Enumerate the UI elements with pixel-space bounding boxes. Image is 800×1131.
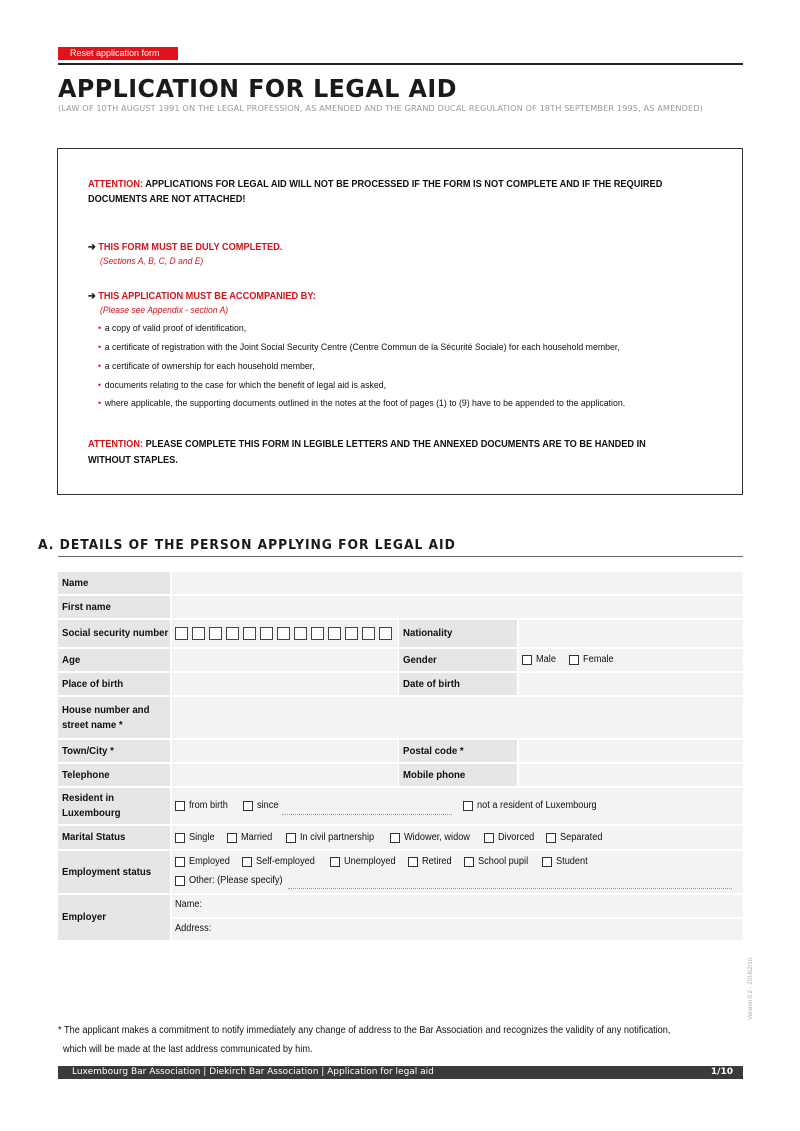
page-number: 1/10 — [710, 1067, 733, 1077]
mobile-phone-field[interactable] — [519, 764, 743, 786]
ssn-digit-box[interactable] — [311, 627, 324, 640]
ssn-digit-box[interactable] — [243, 627, 256, 640]
label-gender: Gender — [399, 649, 517, 671]
label-age: Age — [58, 649, 170, 671]
ssn-digit-box[interactable] — [328, 627, 341, 640]
ssn-digit-box[interactable] — [226, 627, 239, 640]
footer-bar — [58, 1066, 743, 1079]
employment-student-checkbox[interactable]: Student — [542, 856, 590, 867]
house-street-field[interactable] — [172, 697, 743, 738]
resident-from-birth-checkbox[interactable]: from birth — [175, 800, 231, 811]
checkbox-icon — [330, 857, 340, 867]
label-first-name: First name — [58, 596, 170, 618]
marital-widowed-checkbox[interactable]: Widower, widow — [390, 832, 476, 843]
label-postal-code: Postal code * — [399, 740, 517, 762]
accompany-heading: ➔ THIS APPLICATION MUST BE ACCOMPANIED BY: — [88, 291, 316, 302]
checkbox-icon — [243, 801, 253, 811]
notice-box — [57, 148, 743, 495]
footnote-continued: which will be made at the last address communicated by him. — [63, 1044, 313, 1055]
employment-retired-checkbox[interactable]: Retired — [408, 856, 454, 867]
attention-notice-1 — [88, 177, 662, 192]
complete-heading: ➔ THIS FORM MUST BE DULY COMPLETED. — [88, 242, 283, 253]
marital-single-checkbox[interactable]: Single — [175, 832, 217, 843]
ssn-digit-box[interactable] — [277, 627, 290, 640]
employer-name-field[interactable] — [172, 895, 743, 917]
accompany-note: (Please see Appendix - section A) — [100, 305, 229, 316]
page-title: APPLICATION FOR LEGAL AID — [58, 74, 457, 103]
place-of-birth-field[interactable] — [172, 673, 398, 695]
attention-text: APPLICATIONS FOR LEGAL AID WILL NOT BE PROCESSED IF THE FORM IS NOT COMPLETE AND IF THE REQUIRED — [145, 179, 663, 190]
gender-female-checkbox[interactable]: Female — [569, 654, 616, 665]
attention-notice-2 — [88, 437, 646, 452]
checkbox-icon — [463, 801, 473, 811]
employment-unemployed-checkbox[interactable]: Unemployed — [330, 856, 400, 867]
checkbox-icon — [484, 833, 494, 843]
resident-since-checkbox[interactable]: since — [243, 800, 280, 811]
ssn-digit-box[interactable] — [345, 627, 358, 640]
section-divider — [58, 556, 743, 557]
footnote: * The applicant makes a commitment to notify immediately any change of address to the Bar Association and recognizes the validity of any notification, — [58, 1025, 671, 1036]
age-field[interactable] — [172, 649, 398, 671]
marital-civil-partnership-checkbox[interactable]: In civil partnership — [286, 832, 381, 843]
checkbox-icon — [390, 833, 400, 843]
checkbox-icon — [242, 857, 252, 867]
employment-other-input[interactable] — [288, 888, 732, 889]
top-divider — [58, 63, 743, 65]
telephone-field[interactable] — [172, 764, 398, 786]
label-mobile-phone: Mobile phone — [399, 764, 517, 786]
employer-address-label: Address: — [175, 923, 212, 934]
checkbox-icon — [175, 857, 185, 867]
first-name-field[interactable] — [172, 596, 743, 618]
label-marital-status: Marital Status — [58, 826, 170, 849]
employment-self-employed-checkbox[interactable]: Self-employed — [242, 856, 320, 867]
requirement-item: • where applicable, the supporting documents outlined in the notes at the foot of pages (1) to (9) have to be appended to the application. — [98, 398, 625, 409]
checkbox-icon — [175, 801, 185, 811]
marital-divorced-checkbox[interactable]: Divorced — [484, 832, 537, 843]
ssn-digit-box[interactable] — [260, 627, 273, 640]
checkbox-icon — [175, 833, 185, 843]
complete-note: (Sections A, B, C, D and E) — [100, 256, 204, 267]
label-place-of-birth: Place of birth — [58, 673, 170, 695]
label-nationality: Nationality — [399, 620, 517, 647]
requirement-item: • a certificate of registration with the Joint Social Security Centre (Centre Commun de la Sécurité Sociale) for each household member, — [98, 342, 620, 353]
checkbox-icon — [175, 876, 185, 886]
label-resident: Resident in Luxembourg — [58, 788, 170, 824]
label-telephone: Telephone — [58, 764, 170, 786]
ssn-digit-box[interactable] — [294, 627, 307, 640]
not-resident-checkbox[interactable]: not a resident of Luxembourg — [463, 800, 607, 811]
label-date-of-birth: Date of birth — [399, 673, 517, 695]
attention-label: ATTENTION: — [88, 439, 144, 450]
page-subtitle: (LAW OF 10TH AUGUST 1991 ON THE LEGAL PROFESSION, AS AMENDED AND THE GRAND DUCAL REGULATION OF 18TH SEPTEMBER 1995, AS AMENDED) — [58, 103, 703, 113]
attention-text-line2: DOCUMENTS ARE NOT ATTACHED! — [88, 194, 246, 205]
attention-label: ATTENTION: — [88, 179, 144, 190]
requirement-item: • documents relating to the case for which the benefit of legal aid is asked, — [98, 380, 386, 391]
attention-text-line2: WITHOUT STAPLES. — [88, 455, 178, 466]
date-of-birth-field[interactable] — [519, 673, 743, 695]
ssn-digit-box[interactable] — [362, 627, 375, 640]
requirement-item: • a copy of valid proof of identification, — [98, 323, 246, 334]
checkbox-icon — [286, 833, 296, 843]
requirement-item: • a certificate of ownership for each household member, — [98, 361, 315, 372]
town-field[interactable] — [172, 740, 398, 762]
gender-male-checkbox[interactable]: Male — [522, 654, 558, 665]
checkbox-icon — [542, 857, 552, 867]
label-ssn: Social security number — [58, 620, 170, 647]
attention-text: PLEASE COMPLETE THIS FORM IN LEGIBLE LETTERS AND THE ANNEXED DOCUMENTS ARE TO BE HANDED IN — [145, 439, 646, 450]
footer-text: Luxembourg Bar Association | Diekirch Bar Association | Application for legal aid — [72, 1067, 434, 1077]
marital-separated-checkbox[interactable]: Separated — [546, 832, 606, 843]
version-label: Version 0.2 - 2016/2/10 — [748, 957, 754, 1020]
label-name: Name — [58, 572, 170, 594]
checkbox-icon — [464, 857, 474, 867]
checkbox-icon — [546, 833, 556, 843]
employer-name-label: Name: — [175, 899, 203, 910]
arrow-icon: ➔ — [88, 242, 96, 253]
section-a-heading: A. DETAILS OF THE PERSON APPLYING FOR LEGAL AID — [38, 538, 456, 553]
ssn-digit-box[interactable] — [379, 627, 392, 640]
employer-address-field[interactable] — [172, 919, 743, 940]
name-field[interactable] — [172, 572, 743, 594]
label-town: Town/City * — [58, 740, 170, 762]
arrow-icon: ➔ — [88, 291, 96, 302]
ssn-digit-box[interactable] — [192, 627, 205, 640]
checkbox-icon — [569, 655, 579, 665]
label-house-street: House number and street name * — [58, 697, 170, 738]
reset-form-button[interactable]: Reset application form — [58, 47, 178, 60]
employment-employed-checkbox[interactable]: Employed — [175, 856, 233, 867]
marital-married-checkbox[interactable]: Married — [227, 832, 275, 843]
postal-code-field[interactable] — [519, 740, 743, 762]
since-date-input[interactable] — [282, 814, 452, 815]
ssn-digit-box[interactable] — [175, 627, 188, 640]
employment-school-pupil-checkbox[interactable]: School pupil — [464, 856, 532, 867]
label-employer: Employer — [58, 895, 170, 940]
checkbox-icon — [227, 833, 237, 843]
nationality-field[interactable] — [519, 620, 743, 647]
ssn-digit-box[interactable] — [209, 627, 222, 640]
label-employment-status: Employment status — [58, 851, 170, 893]
employment-other-checkbox[interactable]: Other: (Please specify) — [175, 875, 291, 886]
checkbox-icon — [408, 857, 418, 867]
checkbox-icon — [522, 655, 532, 665]
